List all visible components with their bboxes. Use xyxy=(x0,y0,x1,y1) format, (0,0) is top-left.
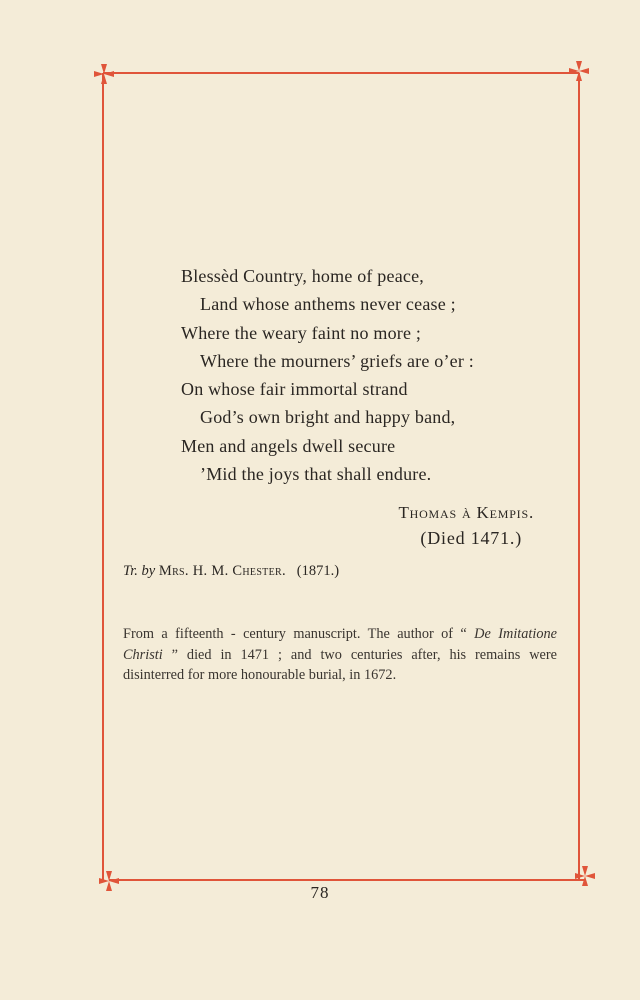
author-death-date: (Died 1471.) xyxy=(420,528,522,548)
translator-credit xyxy=(123,563,339,580)
poem-line: Land whose anthems never cease ; xyxy=(200,294,456,315)
frame-right-rule xyxy=(578,73,580,880)
poem xyxy=(181,262,474,488)
cross-pattee-icon xyxy=(567,59,591,83)
poem-line: Men and angels dwell secure xyxy=(181,435,396,456)
poem-line: Where the mourners’ griefs are o’er : xyxy=(200,350,474,371)
poem-line: Where the weary faint no more ; xyxy=(181,322,422,343)
note-text-start: From a fifteenth - century manuscript. The author of “ xyxy=(123,626,475,642)
poem-line: ’Mid the joys that shall endure. xyxy=(200,464,432,485)
poem-line: God’s own bright and happy band, xyxy=(200,407,456,428)
translator-name: Mrs. H. M. Chester. xyxy=(158,563,286,579)
page-number: 78 xyxy=(310,883,330,902)
translator-prefix: Tr. by xyxy=(123,563,156,579)
frame-bottom-rule xyxy=(109,879,585,881)
work-title: De Imitatione Christi xyxy=(123,626,557,663)
poem-line: On whose fair immortal strand xyxy=(181,379,408,400)
source-note xyxy=(123,624,557,686)
frame-left-rule xyxy=(102,73,104,880)
frame-top-rule xyxy=(103,72,579,74)
poem-line: Blessèd Country, home of peace, xyxy=(181,266,424,286)
author-name: Thomas à Kempis. xyxy=(398,503,534,522)
cross-pattee-icon xyxy=(92,62,116,86)
note-text-end: ” died in 1471 ; and two centuries after, his remains were disinterred for more honourable burial, in 1672. xyxy=(123,646,557,683)
translation-year: (1871.) xyxy=(296,563,340,579)
